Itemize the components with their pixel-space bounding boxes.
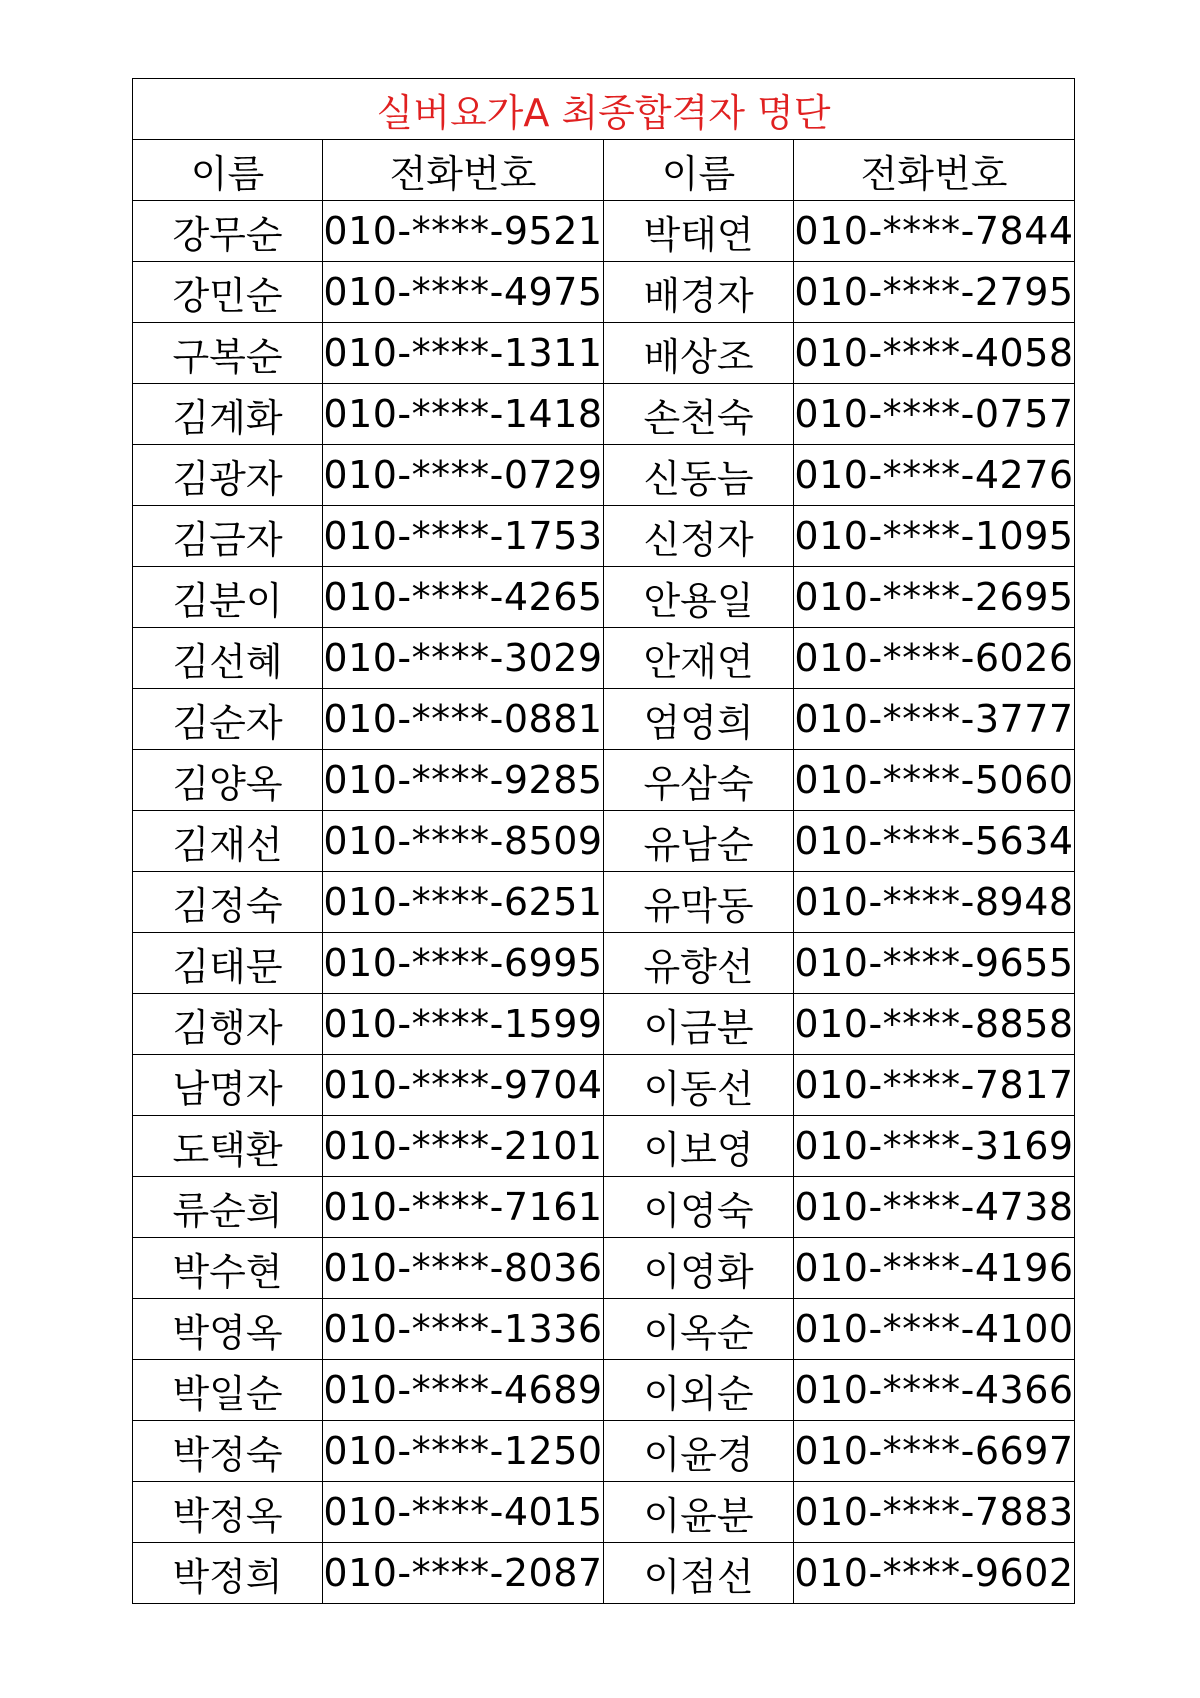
title-row — [133, 79, 1075, 140]
name-cell-right: 안재연 — [604, 628, 794, 689]
phone-cell-right: 010-****-5634 — [794, 811, 1075, 872]
phone-cell-right: 010-****-7817 — [794, 1055, 1075, 1116]
phone-cell-left: 010-****-2101 — [323, 1116, 604, 1177]
phone-cell-right: 010-****-4058 — [794, 323, 1075, 384]
name-cell-right: 유향선 — [604, 933, 794, 994]
phone-cell-right: 010-****-7844 — [794, 201, 1075, 262]
phone-cell-left: 010-****-9285 — [323, 750, 604, 811]
name-cell-right: 신정자 — [604, 506, 794, 567]
phone-cell-right: 010-****-2695 — [794, 567, 1075, 628]
table-row — [133, 384, 1075, 445]
table-row — [133, 567, 1075, 628]
name-cell-left: 박일순 — [133, 1360, 323, 1421]
name-cell-left: 박정희 — [133, 1543, 323, 1604]
name-cell-right: 엄영희 — [604, 689, 794, 750]
table-title: 실버요가A 최종합격자 명단 — [133, 79, 1075, 140]
table-row — [133, 506, 1075, 567]
phone-cell-left: 010-****-3029 — [323, 628, 604, 689]
table-row — [133, 1116, 1075, 1177]
phone-cell-left: 010-****-1311 — [323, 323, 604, 384]
table-row — [133, 1055, 1075, 1116]
table-row — [133, 689, 1075, 750]
phone-cell-right: 010-****-5060 — [794, 750, 1075, 811]
phone-cell-right: 010-****-4196 — [794, 1238, 1075, 1299]
table-row — [133, 1177, 1075, 1238]
phone-cell-right: 010-****-6697 — [794, 1421, 1075, 1482]
name-cell-left: 김정숙 — [133, 872, 323, 933]
table-row — [133, 1238, 1075, 1299]
name-cell-right: 신동늠 — [604, 445, 794, 506]
table-row — [133, 262, 1075, 323]
phone-cell-left: 010-****-0729 — [323, 445, 604, 506]
name-cell-left: 강무순 — [133, 201, 323, 262]
phone-cell-right: 010-****-7883 — [794, 1482, 1075, 1543]
phone-cell-right: 010-****-8948 — [794, 872, 1075, 933]
name-cell-left: 박영옥 — [133, 1299, 323, 1360]
name-cell-left: 김분이 — [133, 567, 323, 628]
name-cell-right: 이외순 — [604, 1360, 794, 1421]
name-cell-right: 박태연 — [604, 201, 794, 262]
phone-cell-right: 010-****-8858 — [794, 994, 1075, 1055]
name-cell-right: 유남순 — [604, 811, 794, 872]
name-cell-right: 손천숙 — [604, 384, 794, 445]
phone-cell-left: 010-****-4015 — [323, 1482, 604, 1543]
phone-cell-right: 010-****-4366 — [794, 1360, 1075, 1421]
phone-cell-left: 010-****-8036 — [323, 1238, 604, 1299]
name-cell-left: 강민순 — [133, 262, 323, 323]
phone-cell-left: 010-****-6251 — [323, 872, 604, 933]
phone-cell-right: 010-****-9602 — [794, 1543, 1075, 1604]
name-cell-left: 김금자 — [133, 506, 323, 567]
name-cell-left: 김선혜 — [133, 628, 323, 689]
name-cell-left: 류순희 — [133, 1177, 323, 1238]
name-cell-left: 박정숙 — [133, 1421, 323, 1482]
phone-cell-left: 010-****-4265 — [323, 567, 604, 628]
phone-cell-right: 010-****-0757 — [794, 384, 1075, 445]
table-row — [133, 1482, 1075, 1543]
name-cell-right: 이윤경 — [604, 1421, 794, 1482]
table-row — [133, 1421, 1075, 1482]
phone-cell-left: 010-****-9521 — [323, 201, 604, 262]
phone-cell-left: 010-****-1250 — [323, 1421, 604, 1482]
name-cell-right: 이보영 — [604, 1116, 794, 1177]
phone-cell-left: 010-****-4975 — [323, 262, 604, 323]
phone-cell-left: 010-****-7161 — [323, 1177, 604, 1238]
phone-cell-left: 010-****-1599 — [323, 994, 604, 1055]
name-cell-right: 이영숙 — [604, 1177, 794, 1238]
header-name-right: 이름 — [604, 140, 794, 201]
table-row — [133, 811, 1075, 872]
name-cell-left: 김양옥 — [133, 750, 323, 811]
name-cell-left: 박정옥 — [133, 1482, 323, 1543]
applicant-table — [132, 78, 1075, 1604]
name-cell-left: 김재선 — [133, 811, 323, 872]
phone-cell-left: 010-****-9704 — [323, 1055, 604, 1116]
phone-cell-right: 010-****-9655 — [794, 933, 1075, 994]
name-cell-right: 이금분 — [604, 994, 794, 1055]
header-phone-right: 전화번호 — [794, 140, 1075, 201]
phone-cell-left: 010-****-0881 — [323, 689, 604, 750]
name-cell-left: 김계화 — [133, 384, 323, 445]
phone-cell-left: 010-****-2087 — [323, 1543, 604, 1604]
phone-cell-left: 010-****-1336 — [323, 1299, 604, 1360]
phone-cell-right: 010-****-3169 — [794, 1116, 1075, 1177]
name-cell-right: 우삼숙 — [604, 750, 794, 811]
phone-cell-right: 010-****-4100 — [794, 1299, 1075, 1360]
name-cell-right: 유막동 — [604, 872, 794, 933]
name-cell-right: 이옥순 — [604, 1299, 794, 1360]
name-cell-right: 이동선 — [604, 1055, 794, 1116]
table-row — [133, 933, 1075, 994]
table-body — [133, 201, 1075, 1604]
phone-cell-right: 010-****-2795 — [794, 262, 1075, 323]
table-row — [133, 1299, 1075, 1360]
phone-cell-left: 010-****-1418 — [323, 384, 604, 445]
name-cell-right: 배상조 — [604, 323, 794, 384]
phone-cell-left: 010-****-6995 — [323, 933, 604, 994]
phone-cell-right: 010-****-4276 — [794, 445, 1075, 506]
header-name-left: 이름 — [133, 140, 323, 201]
name-cell-left: 김광자 — [133, 445, 323, 506]
name-cell-left: 남명자 — [133, 1055, 323, 1116]
header-phone-left: 전화번호 — [323, 140, 604, 201]
phone-cell-right: 010-****-4738 — [794, 1177, 1075, 1238]
table-row — [133, 201, 1075, 262]
phone-cell-left: 010-****-8509 — [323, 811, 604, 872]
name-cell-right: 안용일 — [604, 567, 794, 628]
table-row — [133, 445, 1075, 506]
name-cell-left: 김순자 — [133, 689, 323, 750]
name-cell-left: 구복순 — [133, 323, 323, 384]
table-row — [133, 994, 1075, 1055]
name-cell-left: 박수현 — [133, 1238, 323, 1299]
table-row — [133, 323, 1075, 384]
phone-cell-right: 010-****-3777 — [794, 689, 1075, 750]
phone-cell-right: 010-****-6026 — [794, 628, 1075, 689]
phone-cell-left: 010-****-1753 — [323, 506, 604, 567]
table-row — [133, 628, 1075, 689]
name-cell-right: 이영화 — [604, 1238, 794, 1299]
table-row — [133, 1543, 1075, 1604]
table-row — [133, 1360, 1075, 1421]
name-cell-right: 이점선 — [604, 1543, 794, 1604]
phone-cell-left: 010-****-4689 — [323, 1360, 604, 1421]
name-cell-left: 김태문 — [133, 933, 323, 994]
name-cell-left: 김행자 — [133, 994, 323, 1055]
table-row — [133, 872, 1075, 933]
header-row — [133, 140, 1075, 201]
phone-cell-right: 010-****-1095 — [794, 506, 1075, 567]
table-row — [133, 750, 1075, 811]
name-cell-right: 배경자 — [604, 262, 794, 323]
name-cell-left: 도택환 — [133, 1116, 323, 1177]
name-cell-right: 이윤분 — [604, 1482, 794, 1543]
